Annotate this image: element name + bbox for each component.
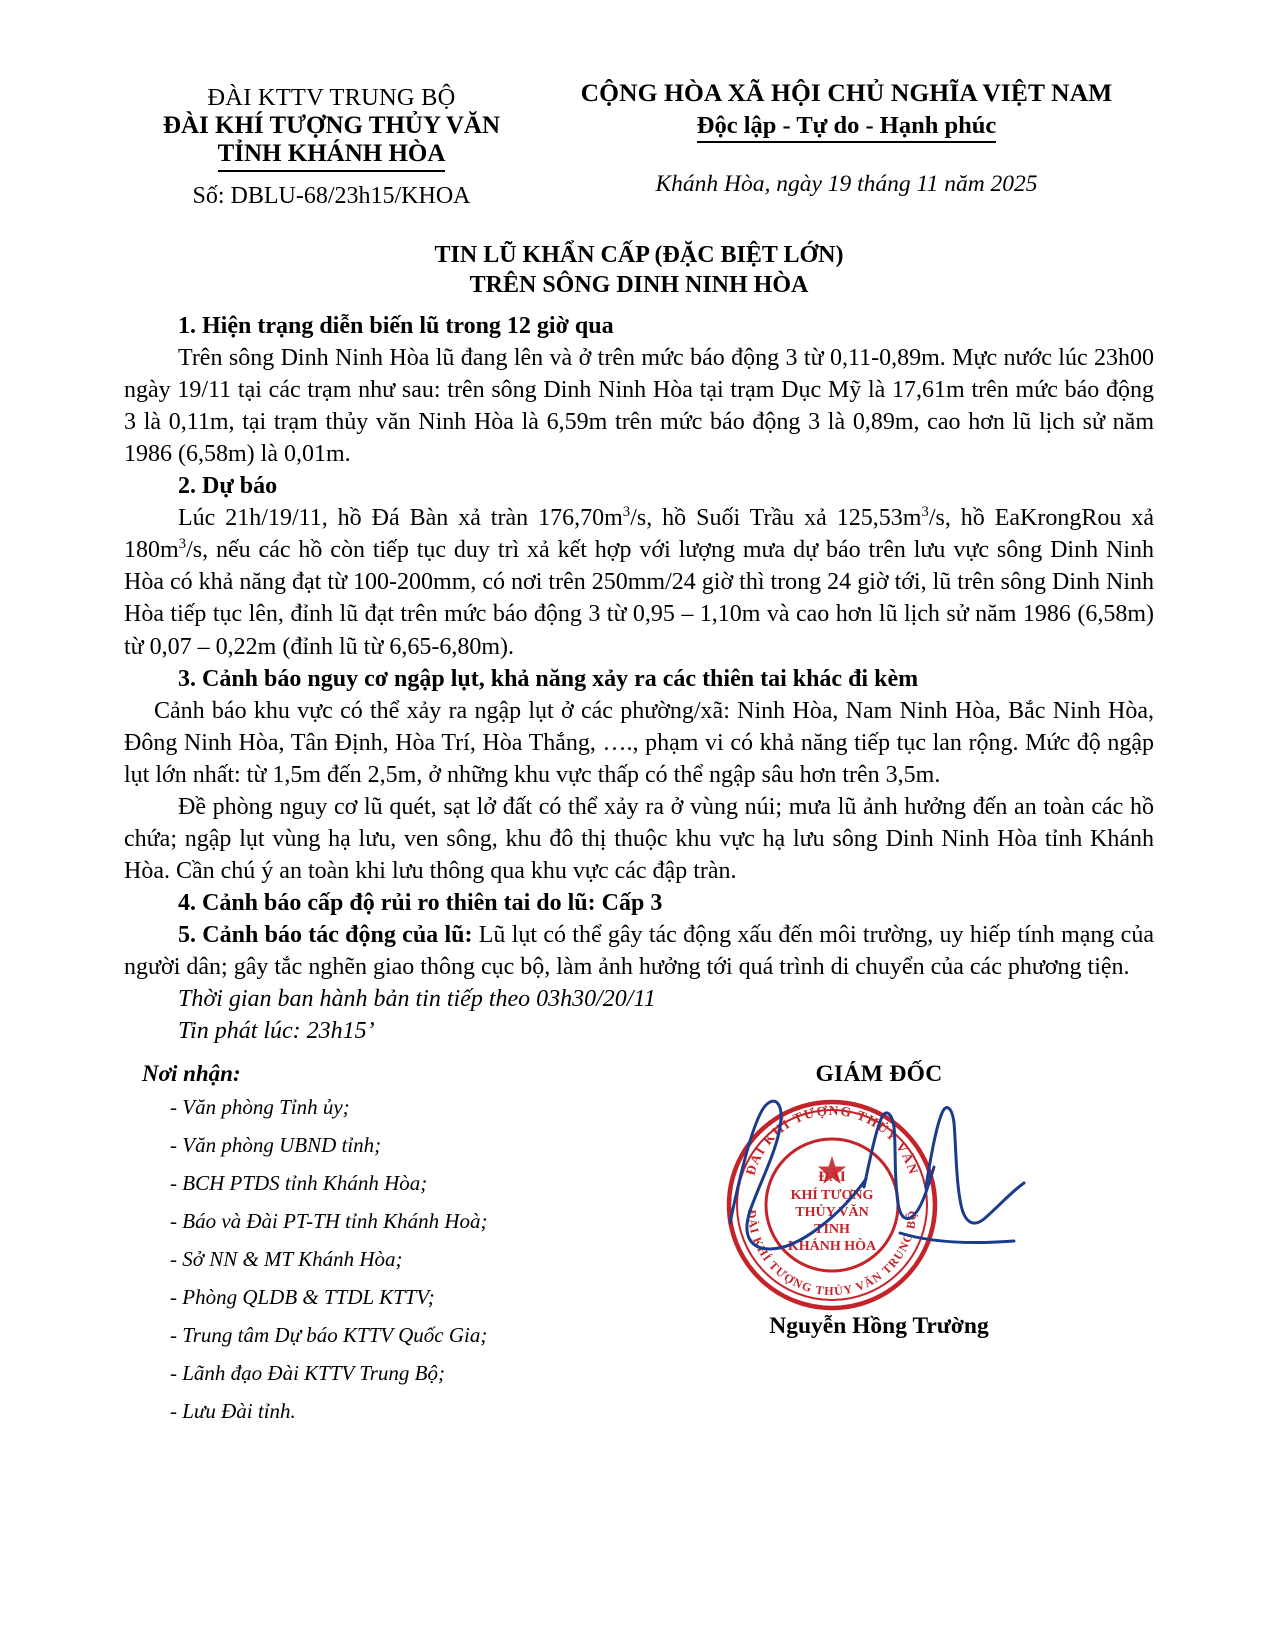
page-title <box>124 240 1154 301</box>
section-2-text-b: /s, hồ Suối Trầu xả 125,53m <box>630 505 922 532</box>
sup-3-b: 3 <box>921 504 929 521</box>
sup-3-c: 3 <box>178 536 187 553</box>
section-3-body-2: Đề phòng nguy cơ lũ quét, sạt lở đất có thể xảy ra ở vùng núi; mưa lũ ảnh hưởng đến an toàn các hồ chứa; ngập lụt vùng hạ lưu, ven sông, khu đô thị thuộc khu vực hạ lưu sông Dinh Ninh Hòa tỉnh Khánh Hòa. Cần chú ý an toàn khi lưu thông qua khu vực các đập tràn. <box>124 793 1154 884</box>
list-item: - Lưu Đài tỉnh. <box>170 1398 296 1423</box>
svg-text:TỈNH: TỈNH <box>814 1221 850 1237</box>
country-name: CỘNG HÒA XÃ HỘI CHỦ NGHĨA VIỆT NAM <box>580 78 1113 107</box>
list-item: - Sở NN & MT Khánh Hòa; <box>170 1246 403 1271</box>
authority-line-3: TỈNH KHÁNH HÒA <box>218 140 446 172</box>
stamp-icon <box>714 1083 1044 1318</box>
issue-time: Tin phát lúc: 23h15’ <box>178 1017 375 1044</box>
section-2-heading: 2. Dự báo <box>178 473 278 500</box>
section-1-body: Trên sông Dinh Ninh Hòa lũ đang lên và ở trên mức báo động 3 từ 0,11-0,89m. Mực nước lúc 23h00 ngày 19/11 tại các trạm như sau: trên sông Dinh Ninh Hòa tại trạm Dục Mỹ là 17,61m trên mức báo động 3 là 0,11m, tại trạm thủy văn Ninh Hòa là 6,59m trên mức báo động 3 là 0,89m, cao hơn lũ lịch sử năm 1986 (6,58m) là 0,01m. <box>124 345 1154 468</box>
svg-text:ĐÀI KHÍ TƯỢNG THỦY VĂN TRUNG B: ĐÀI KHÍ TƯỢNG THỦY VĂN TRUNG BỘ <box>744 1209 920 1299</box>
authority-line-1: ĐÀI KTTV TRUNG BỘ <box>207 84 456 111</box>
section-4-value: : Cấp 3 <box>587 889 663 916</box>
signature-block <box>604 1061 1154 1437</box>
section-3-heading: 3. Cảnh báo nguy cơ ngập lụt, khả năng xảy ra các thiên tai khác đi kèm <box>178 665 919 692</box>
list-item: - Phòng QLDB & TTDL KTTV; <box>170 1284 435 1309</box>
title-line-1: TIN LŨ KHẨN CẤP (ĐẶC BIỆT LỚN) <box>434 241 844 268</box>
section-4-heading <box>124 887 1154 919</box>
issuing-authority-block <box>124 78 539 210</box>
section-2-text-a: Lúc 21h/19/11, hồ Đá Bàn xả tràn 176,70m <box>178 505 623 532</box>
list-item: - BCH PTDS tỉnh Khánh Hòa; <box>170 1170 428 1195</box>
recipients-list <box>124 1095 604 1424</box>
svg-text:KHÁNH HÒA: KHÁNH HÒA <box>787 1238 877 1254</box>
section-2-body <box>124 502 1154 662</box>
place-and-date: Khánh Hòa, ngày 19 tháng 11 năm 2025 <box>655 171 1038 197</box>
recipients-title: Nơi nhận: <box>142 1060 241 1086</box>
section-5-heading: 5. Cảnh báo tác động của lũ: <box>178 921 473 948</box>
sup-3-a: 3 <box>622 504 631 521</box>
section-2-text-d: /s, nếu các hồ còn tiếp tục duy trì xả kết hợp với lượng mưa dự báo trên lưu vực sông Dinh Ninh Hòa có khả năng đạt từ 100-200mm, có nơi trên 250mm/24 giờ thì trong 24 giờ tới, lũ trên sông Dinh Ninh Hòa tiếp tục lên, đỉnh lũ đạt trên mức báo động 3 từ 0,95 – 1,10m và cao hơn lũ lịch sử năm 1986 (6,58m) từ 0,07 – 0,22m (đỉnh lũ từ 6,65-6,80m). <box>124 537 1154 660</box>
document-content <box>124 78 1154 1437</box>
section-2-text-c: /s, hồ EaKrongRou xả 180m <box>124 505 1154 564</box>
official-stamp-and-signature <box>714 1083 1044 1313</box>
list-item: - Trung tâm Dự báo KTTV Quốc Gia; <box>170 1322 488 1347</box>
document-number: Số: DBLU-68/23h15/KHOA <box>192 182 471 209</box>
section-4-label: 4. Cảnh báo cấp độ rủi ro thiên tai do lũ <box>178 889 588 916</box>
list-item: - Văn phòng Tỉnh ủy; <box>170 1094 350 1119</box>
list-item: - Văn phòng UBND tỉnh; <box>170 1132 382 1157</box>
section-5-paragraph <box>124 919 1154 983</box>
recipients-block <box>124 1061 604 1437</box>
authority-line-2: ĐÀI KHÍ TƯỢNG THỦY VĂN <box>162 112 501 139</box>
svg-text:THỦY VĂN: THỦY VĂN <box>795 1204 869 1220</box>
national-heading-block <box>539 78 1154 198</box>
title-line-2: TRÊN SÔNG DINH NINH HÒA <box>469 272 809 299</box>
next-bulletin-time: Thời gian ban hành bản tin tiếp theo 03h30/20/11 <box>178 985 656 1012</box>
section-3-body-1: Cảnh báo khu vực có thể xảy ra ngập lụt ở các phường/xã: Ninh Hòa, Nam Ninh Hòa, Bắc Ninh Hòa, Đông Ninh Hòa, Tân Định, Hòa Trí, Hòa Thắng, …., phạm vi có khả năng tiếp tục lan rộng. Mức độ ngập lụt lớn nhất: từ 1,5m đến 2,5m, ở những khu vực thấp có thể ngập sâu hơn trên 3,5m. <box>124 697 1154 788</box>
document-body <box>124 310 1154 1047</box>
svg-text:ĐÀI: ĐÀI <box>818 1168 846 1185</box>
national-motto: Độc lập - Tự do - Hạnh phúc <box>697 112 996 143</box>
document-header <box>124 78 1154 210</box>
svg-text:KHÍ TƯỢNG: KHÍ TƯỢNG <box>790 1187 874 1203</box>
document-footer <box>124 1061 1154 1437</box>
section-1-heading: 1. Hiện trạng diễn biến lũ trong 12 giờ qua <box>178 313 614 340</box>
svg-text:ĐÀI KHÍ TƯỢNG THỦY VĂN: ĐÀI KHÍ TƯỢNG THỦY VĂN <box>742 1102 922 1177</box>
signature-title: GIÁM ĐỐC <box>815 1060 943 1087</box>
list-item: - Báo và Đài PT-TH tỉnh Khánh Hoà; <box>170 1208 488 1233</box>
list-item: - Lãnh đạo Đài KTTV Trung Bộ; <box>170 1360 445 1385</box>
section-5-body: Lũ lụt có thể gây tác động xấu đến môi trường, uy hiếp tính mạng của người dân; gây tắc nghẽn giao thông cục bộ, làm ảnh hưởng tới quá trình di chuyển của các phương tiện. <box>124 921 1154 980</box>
signer-name: Nguyễn Hồng Trường <box>769 1312 989 1339</box>
